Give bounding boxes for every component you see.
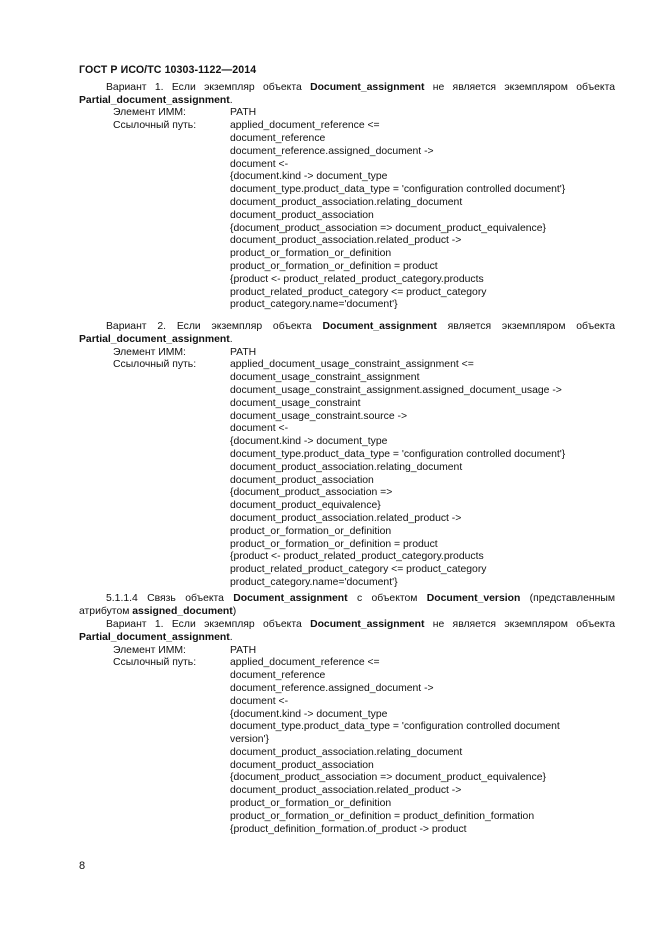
element-row — [79, 107, 615, 120]
entity-name: Document_version — [426, 592, 521, 604]
element-label: Элемент ИММ: — [113, 107, 186, 119]
path-line: document_product_association.relating_document — [230, 461, 463, 473]
path-label: Ссылочный путь: — [113, 359, 197, 371]
path-line: product_or_formation_or_definition — [230, 525, 392, 537]
path-line: {document.kind -> document_type — [230, 708, 388, 720]
entity-name: Document_assignment — [233, 592, 348, 604]
element-label: Элемент ИММ: — [113, 644, 186, 656]
path-line: document_reference.assigned_document -> — [230, 145, 434, 157]
path-row — [79, 120, 615, 312]
path-line: {product_definition_formation.of_product -> product — [230, 823, 467, 835]
path-line: document_product_association.relating_document — [230, 746, 463, 758]
variant-intro — [79, 320, 615, 346]
path-line: document <- — [230, 423, 289, 435]
path-line: {document.kind -> document_type — [230, 171, 388, 183]
path-line: document <- — [230, 695, 289, 707]
intro-text: Вариант 1. Если экземпляр объекта — [106, 82, 311, 93]
variant-block-1 — [79, 81, 615, 312]
path-line: product_related_product_category <= product_category — [230, 564, 487, 576]
path-line: applied_document_usage_constraint_assignment <= — [230, 359, 474, 371]
variant-block-3 — [79, 618, 615, 836]
path-line: document_reference.assigned_document -> — [230, 682, 434, 694]
path-line: document_product_equivalence} — [230, 500, 381, 512]
variant-intro — [79, 81, 615, 107]
path-line: product_or_formation_or_definition = product_definition_formation — [230, 810, 535, 822]
element-value: PATH — [230, 346, 257, 358]
intro-text: не является экземпляром объекта — [424, 82, 615, 93]
path-line: product_category.name='document'} — [230, 299, 398, 311]
path-line: applied_document_reference <= — [230, 120, 380, 132]
path-line: document_type.product_data_type = 'configuration controlled document — [230, 721, 560, 733]
path-line: product_or_formation_or_definition — [230, 248, 392, 260]
element-row — [79, 645, 615, 658]
intro-text: . — [229, 632, 233, 644]
path-line: {product <- product_related_product_category.products — [230, 273, 484, 285]
path-row — [79, 359, 615, 589]
path-line: document_reference — [230, 133, 326, 144]
entity-name: Partial_document_assignment — [79, 632, 230, 644]
path-line: applied_document_reference <= — [230, 657, 380, 669]
path-line: {product <- product_related_product_category.products — [230, 551, 484, 563]
path-line: product_category.name='document'} — [230, 576, 398, 588]
path-lines — [230, 359, 615, 589]
path-line: product_or_formation_or_definition = product — [230, 538, 438, 550]
path-line: version'} — [230, 734, 269, 746]
path-line: document_product_association — [230, 209, 374, 221]
path-line: document_product_association.related_product -> — [230, 235, 462, 247]
path-line: document_product_association.related_product -> — [230, 512, 462, 524]
section-text: (представленным атрибутом — [79, 592, 615, 617]
path-line: document_usage_constraint — [230, 397, 361, 409]
section-text: ) — [232, 605, 237, 617]
intro-text: . — [229, 95, 233, 107]
element-row — [79, 347, 615, 360]
path-line: {document.kind -> document_type — [230, 436, 388, 448]
path-line: document_type.product_data_type = 'configuration controlled document'} — [230, 448, 566, 460]
path-line: {document_product_association => document_product_equivalence} — [230, 772, 546, 784]
intro-text: Вариант 1. Если экземпляр объекта — [106, 619, 311, 631]
path-line: document_reference — [230, 670, 326, 682]
path-line: product_or_formation_or_definition = product — [230, 260, 438, 272]
entity-name: Partial_document_assignment — [79, 95, 230, 107]
path-line: {document_product_association => — [230, 487, 393, 499]
variant-intro — [79, 618, 615, 644]
path-line: product_related_product_category <= product_category — [230, 286, 487, 298]
path-line: document_product_association — [230, 474, 374, 486]
intro-text: . — [229, 334, 233, 346]
element-value: PATH — [230, 107, 257, 119]
variant-block-2 — [79, 320, 615, 590]
element-label: Элемент ИММ: — [113, 346, 186, 358]
document-header: ГОСТ Р ИСО/ТС 10303-1122—2014 — [79, 64, 257, 76]
entity-name: Document_assignment — [310, 619, 425, 631]
path-line: document_product_association.related_product -> — [230, 785, 462, 797]
section-5114-heading — [79, 592, 615, 618]
page-number: 8 — [79, 860, 86, 872]
path-line: document_usage_constraint.source -> — [230, 410, 408, 422]
path-label: Ссылочный путь: — [113, 120, 197, 132]
path-line: document_product_association.relating_document — [230, 196, 463, 208]
path-lines — [230, 657, 615, 836]
path-line: document <- — [230, 158, 289, 170]
intro-text: является экземпляром объекта — [436, 321, 615, 333]
path-line: document_product_association — [230, 759, 374, 771]
path-line: {document_product_association => document_product_equivalence} — [230, 222, 546, 234]
path-row — [79, 657, 615, 836]
path-line: document_type.product_data_type = 'configuration controlled document'} — [230, 184, 566, 196]
section-text: с объектом — [347, 592, 427, 604]
entity-name: Partial_document_assignment — [79, 334, 230, 346]
path-line: product_or_formation_or_definition — [230, 798, 392, 810]
intro-text: Вариант 2. Если экземпляр объекта — [106, 321, 323, 333]
path-line: document_usage_constraint_assignment.assigned_document_usage -> — [230, 384, 562, 396]
section-text: 5.1.1.4 Связь объекта — [106, 592, 234, 604]
path-lines — [230, 120, 615, 312]
path-label: Ссылочный путь: — [113, 657, 197, 669]
entity-name: Document_assignment — [310, 82, 425, 93]
intro-text: не является экземпляром объекта — [424, 619, 615, 631]
entity-name: Document_assignment — [322, 321, 437, 333]
document-body — [79, 81, 615, 836]
path-line: document_usage_constraint_assignment — [230, 372, 420, 384]
element-value: PATH — [230, 644, 257, 656]
attribute-name: assigned_document — [132, 605, 233, 617]
